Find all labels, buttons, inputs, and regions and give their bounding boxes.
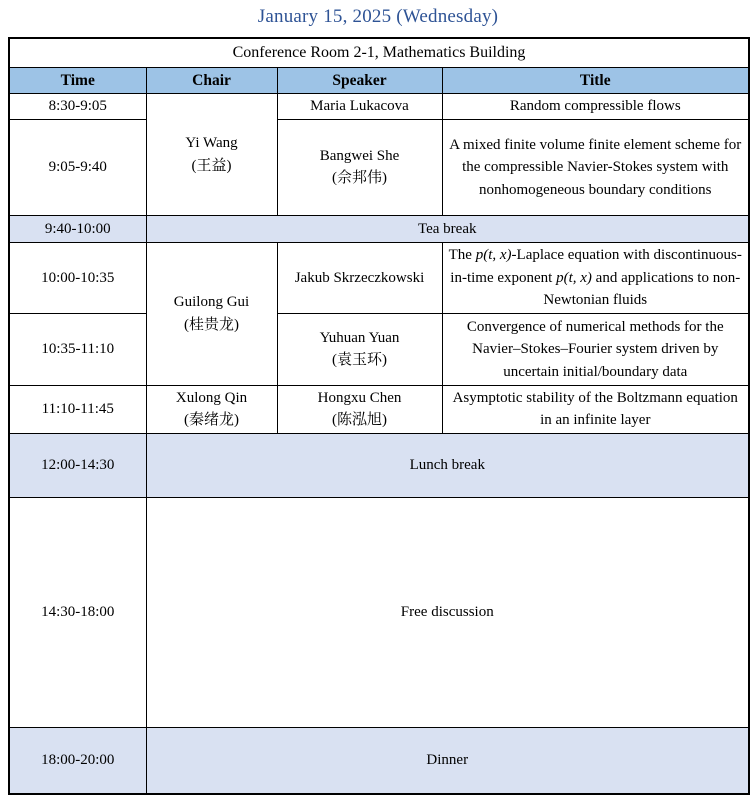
schedule-table: [8, 37, 750, 795]
chair-cell: [146, 385, 277, 433]
time-cell: 8:30-9:05: [9, 94, 146, 120]
talk-title-cell: Asymptotic stability of the Boltzmann equation in an infinite layer: [442, 385, 749, 433]
column-header-speaker: Speaker: [277, 68, 442, 94]
talk-title-cell: The p(t, x)-Laplace equation with discontinuous-in-time exponent p(t, x) and applications to non-Newtonian fluids: [442, 242, 749, 313]
table-caption: Conference Room 2-1, Mathematics Building: [9, 38, 749, 68]
time-cell: 9:05-9:40: [9, 119, 146, 215]
talk-title-cell: Convergence of numerical methods for the Navier–Stokes–Fourier system driven by uncertain initial/boundary data: [442, 313, 749, 385]
chair-cell: [146, 242, 277, 385]
speaker-name-cn: (陈泓旭): [332, 412, 387, 429]
column-header-title: Title: [442, 68, 749, 94]
table-row: [9, 242, 749, 313]
time-cell: 10:35-11:10: [9, 313, 146, 385]
table-row-break: [9, 727, 749, 794]
time-cell: 14:30-18:00: [9, 497, 146, 727]
time-cell: 18:00-20:00: [9, 727, 146, 794]
speaker-name: Maria Lukacova: [310, 98, 409, 115]
column-header-chair: Chair: [146, 68, 277, 94]
chair-name: Yi Wang: [185, 135, 238, 151]
speaker-name: Bangwei She: [319, 147, 400, 164]
speaker-name: Hongxu Chen: [317, 389, 402, 406]
talk-title-cell: Random compressible flows: [442, 94, 749, 120]
break-label-cell: Lunch break: [146, 433, 749, 497]
table-row-break: [9, 497, 749, 727]
speaker-name: Yuhuan Yuan: [319, 329, 400, 346]
table-row: [9, 385, 749, 433]
speaker-cell: [277, 242, 442, 313]
table-row: [9, 119, 749, 215]
speaker-name-cn: (袁玉环): [332, 352, 387, 369]
speaker-name: Jakub Skrzeczkowski: [294, 269, 425, 286]
page-title: January 15, 2025 (Wednesday): [257, 6, 499, 27]
time-cell: 9:40-10:00: [9, 215, 146, 242]
time-cell: 11:10-11:45: [9, 385, 146, 433]
column-header-time: Time: [9, 68, 146, 94]
time-cell: 10:00-10:35: [9, 242, 146, 313]
table-row-break: [9, 433, 749, 497]
chair-name: Xulong Qin: [175, 389, 248, 406]
table-row: [9, 313, 749, 385]
table-row: [9, 94, 749, 120]
chair-name-cn: (秦绪龙): [184, 412, 239, 429]
break-label-cell: Dinner: [146, 727, 749, 794]
chair-name: Guilong Gui: [173, 294, 250, 311]
chair-name-cn: (桂贵龙): [184, 316, 239, 333]
talk-title-cell: A mixed finite volume finite element scheme for the compressible Navier-Stokes system with nonhomogeneous boundary conditions: [442, 119, 749, 215]
chair-cell: [146, 94, 277, 216]
break-label-cell: Tea break: [146, 215, 749, 242]
speaker-cell: [277, 94, 442, 120]
speaker-name-cn: (佘邦伟): [332, 170, 387, 187]
time-cell: 12:00-14:30: [9, 433, 146, 497]
speaker-cell: [277, 313, 442, 385]
break-label-cell: Free discussion: [146, 497, 749, 727]
chair-name-cn: (王益): [191, 157, 232, 174]
speaker-cell: [277, 119, 442, 215]
table-row-break: [9, 215, 749, 242]
speaker-cell: [277, 385, 442, 433]
